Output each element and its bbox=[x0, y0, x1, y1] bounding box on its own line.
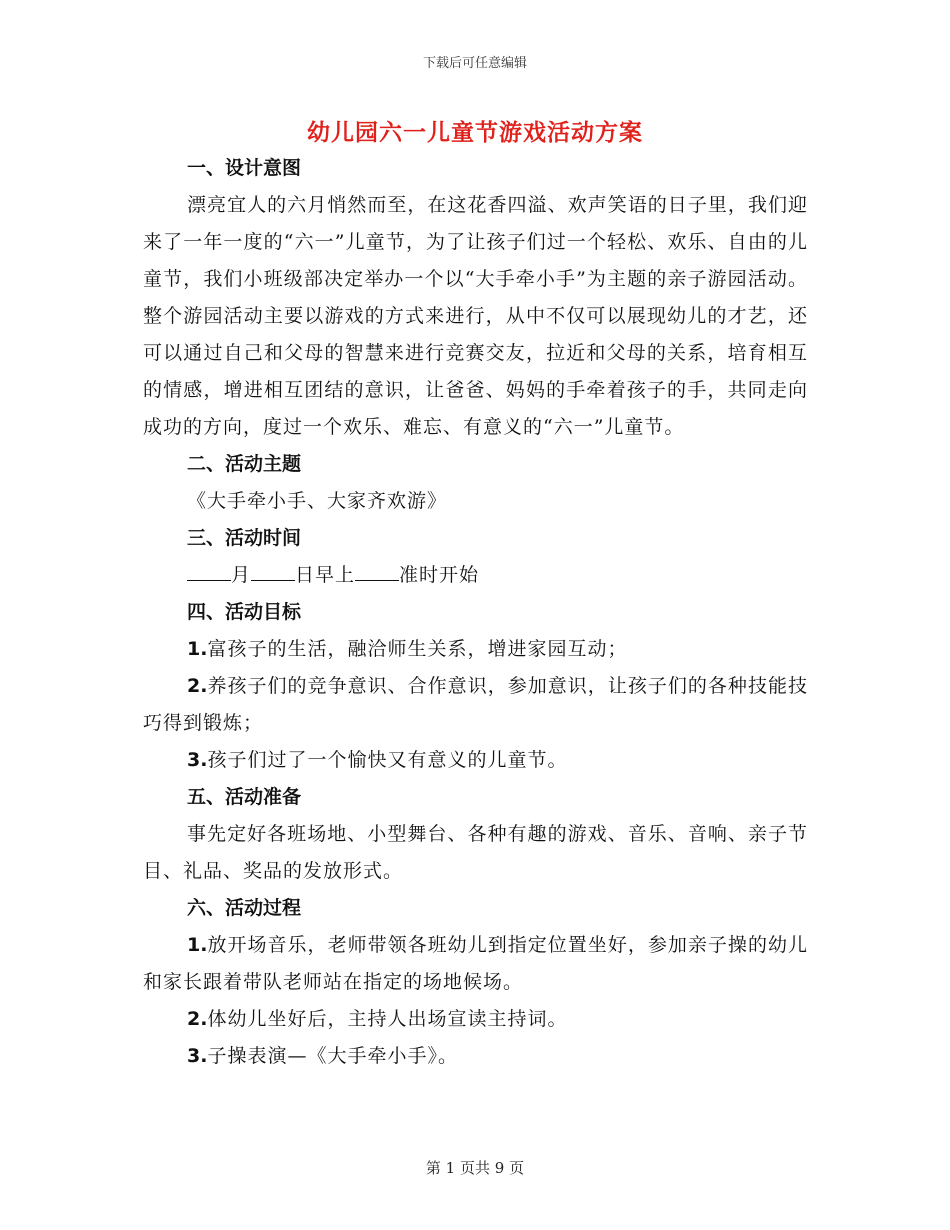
section-heading-design-intent: 一、设计意图 bbox=[187, 157, 302, 179]
section-heading-process: 六、活动过程 bbox=[187, 897, 302, 919]
page-number-footer: 第 1 页共 9 页 bbox=[425, 1159, 525, 1177]
section-paragraph-design-intent: 漂亮宜人的六月悄然而至，在这花香四溢、欢声笑语的日子里，我们迎来了一年一度的“六一”儿童节，为了让孩子们过一个轻松、欢乐、自由的儿童节，我们小班级部决定举办一个以“大手牵小手”为主题的亲子游园活动。整个游园活动主要以游戏的方式来进行，从中不仅可以展现幼儿的才艺，还可以通过自己和父母的智慧来进行竞赛交友，拉近和父母的关系，培育相互的情感，增进相互团结的意识，让爸爸、妈妈的手牵着孩子的手，共同走向成功的方向，度过一个欢乐、难忘、有意义的“六一”儿童节。 bbox=[143, 194, 808, 438]
document-body bbox=[143, 150, 808, 1075]
list-item bbox=[143, 668, 808, 742]
document-title: 幼儿园六一儿童节游戏活动方案 bbox=[307, 120, 643, 146]
list-item bbox=[143, 631, 808, 668]
list-item-text: 放开场音乐，老师带领各班幼儿到指定位置坐好，参加亲子操的幼儿和家长跟着带队老师站在指定的场地候场。 bbox=[143, 934, 808, 993]
section-heading-preparation: 五、活动准备 bbox=[187, 786, 302, 808]
list-item-text: 子操表演—《大手牵小手》。 bbox=[207, 1045, 458, 1067]
section-paragraph-preparation: 事先定好各班场地、小型舞台、各种有趣的游戏、音乐、音响、亲子节目、礼品、奖品的发放形式。 bbox=[143, 823, 808, 882]
list-item bbox=[143, 927, 808, 1001]
list-item-number: 3. bbox=[187, 1045, 208, 1067]
list-item-number: 1. bbox=[187, 638, 208, 660]
list-item-number: 3. bbox=[187, 749, 208, 771]
section-heading-theme: 二、活动主题 bbox=[187, 453, 302, 475]
list-item-number: 2. bbox=[187, 675, 208, 697]
list-item-text: 养孩子们的竞争意识、合作意识，参加意识，让孩子们的各种技能技巧得到锻炼； bbox=[143, 675, 808, 734]
list-item bbox=[143, 1038, 808, 1075]
section-paragraph-time bbox=[143, 557, 808, 594]
time-start-label: 准时开始 bbox=[399, 564, 480, 586]
list-item-number: 2. bbox=[187, 1008, 208, 1030]
list-item bbox=[143, 1001, 808, 1038]
list-item-text: 体幼儿坐好后，主持人出场宣读主持词。 bbox=[207, 1008, 568, 1030]
blank-field-month bbox=[187, 562, 231, 581]
list-item-text: 孩子们过了一个愉快又有意义的儿童节。 bbox=[207, 749, 568, 771]
blank-field-hour bbox=[355, 562, 399, 581]
header-note: 下载后可任意编辑 bbox=[422, 56, 527, 71]
section-heading-goals: 四、活动目标 bbox=[187, 601, 302, 623]
list-item bbox=[143, 742, 808, 779]
section-paragraph-theme: 《大手牵小手、大家齐欢游》 bbox=[187, 490, 448, 512]
list-item-text: 富孩子的生活，融洽师生关系，增进家园互动； bbox=[207, 638, 628, 660]
section-heading-time: 三、活动时间 bbox=[187, 527, 302, 549]
time-day-label: 日早上 bbox=[295, 564, 356, 586]
blank-field-day bbox=[251, 562, 295, 581]
list-item-number: 1. bbox=[187, 934, 208, 956]
time-month-label: 月 bbox=[231, 564, 252, 586]
